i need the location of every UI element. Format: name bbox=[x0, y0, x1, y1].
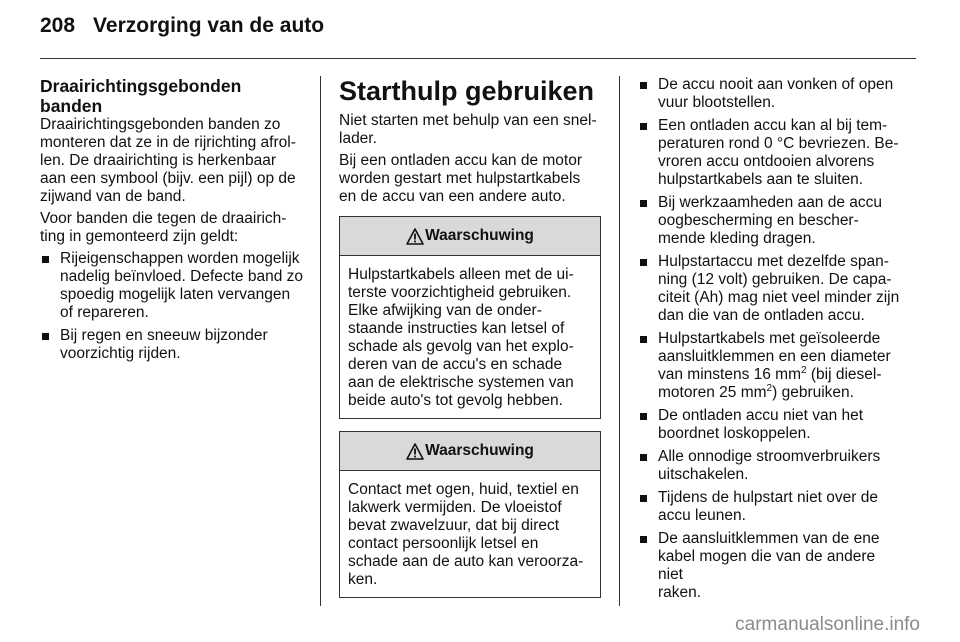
bullet-icon bbox=[640, 200, 647, 207]
warning-title: Waarschuwing bbox=[425, 227, 534, 244]
paragraph: Niet starten met behulp van een snel- lader. bbox=[339, 112, 597, 147]
warning-title: Waarschuwing bbox=[425, 442, 534, 459]
list-item: Alle onnodige stroomverbruikers uitschakelen. bbox=[638, 448, 904, 484]
list-item: De aansluitklemmen van de ene kabel mogen die van de andere niet raken. bbox=[638, 530, 904, 602]
bullet-icon bbox=[640, 413, 647, 420]
list-item: De ontladen accu niet van het boordnet loskoppelen. bbox=[638, 407, 904, 443]
warning-header bbox=[340, 432, 600, 471]
warning-box bbox=[339, 216, 601, 419]
list-item: De accu nooit aan vonken of open vuur blootstellen. bbox=[638, 76, 904, 112]
list-item: Rijeigenschappen worden mogelijk nadelig beïnvloed. Defecte band zo spoedig mogelijk laten vervangen of repareren. bbox=[40, 250, 305, 322]
column-3 bbox=[638, 76, 904, 607]
paragraph: Draairichtingsgebonden banden zo monteren dat ze in de rijrichting afrol- len. De draairichting is herkenbaar aan een symbool (bijv. een pijl) op de zijwand van de band. bbox=[40, 116, 296, 205]
warning-triangle-icon bbox=[406, 443, 424, 460]
bullet-icon bbox=[42, 256, 49, 263]
column-2 bbox=[339, 76, 601, 598]
bullet-icon bbox=[640, 536, 647, 543]
bullet-icon bbox=[640, 495, 647, 502]
warning-text: Contact met ogen, huid, textiel en lakwerk vermijden. De vloeistof bevat zwavelzuur, dat bij direct contact persoonlijk letsel en schade aan de auto kan veroorza- ken. bbox=[348, 481, 584, 588]
bullet-icon bbox=[640, 82, 647, 89]
bullet-icon bbox=[640, 454, 647, 461]
section-heading-directional-tyres: Draairichtingsgebonden banden bbox=[40, 76, 242, 116]
column-1 bbox=[40, 76, 305, 368]
warning-triangle-icon bbox=[406, 228, 424, 245]
paragraph: Bij een ontladen accu kan de motor worden gestart met hulpstartkabels en de accu van een andere auto. bbox=[339, 152, 582, 205]
column-divider bbox=[320, 76, 321, 606]
list-item: Hulpstartkabels met geïsoleerde aansluitklemmen en een diameter van minstens 16 $mm^2$ (bij diesel- motoren 25 $mm^2$) gebruiken. bbox=[638, 330, 904, 402]
bullet-icon bbox=[640, 336, 647, 343]
warning-text: Hulpstartkabels alleen met de ui- terste voorzichtigheid gebruiken. Elke afwijking van de onder- staande instructies kan letsel of schade als gevolg van het explo- deren van de accu's en schade aan de elektrische systemen van beide auto's tot gevolg hebben. bbox=[348, 266, 574, 409]
list-item: Hulpstartaccu met dezelfde span- ning (12 volt) gebruiken. De capa- citeit (Ah) mag niet veel minder zijn dan die van de ontladen accu. bbox=[638, 253, 904, 325]
bullet-icon bbox=[640, 259, 647, 266]
list-item: Tijdens de hulpstart niet over de accu leunen. bbox=[638, 489, 904, 525]
column-divider bbox=[619, 76, 620, 606]
page-number: 208 bbox=[40, 14, 76, 37]
watermark: carmanualsonline.info bbox=[735, 614, 920, 635]
header-rule bbox=[40, 58, 916, 59]
section-heading-jump-start: Starthulp gebruiken bbox=[339, 76, 595, 106]
page-header bbox=[40, 14, 324, 50]
page-title: Verzorging van de auto bbox=[93, 14, 325, 37]
list-item: Bij regen en sneeuw bijzonder voorzichtig rijden. bbox=[40, 327, 305, 363]
bullet-icon bbox=[42, 333, 49, 340]
list-item: Bij werkzaamheden aan de accu oogbescherming en bescher- mende kleding dragen. bbox=[638, 194, 904, 248]
warning-box bbox=[339, 431, 601, 598]
bullet-list bbox=[40, 250, 305, 363]
list-item: Een ontladen accu kan al bij tem- peraturen rond 0 °C bevriezen. Be- vroren accu ontdooien alvorens hulpstartkabels aan te sluiten. bbox=[638, 117, 904, 189]
bullet-icon bbox=[640, 123, 647, 130]
paragraph: Voor banden die tegen de draairich- ting in gemonteerd zijn geldt: bbox=[40, 210, 287, 245]
bullet-list bbox=[638, 76, 904, 602]
warning-header bbox=[340, 217, 600, 256]
